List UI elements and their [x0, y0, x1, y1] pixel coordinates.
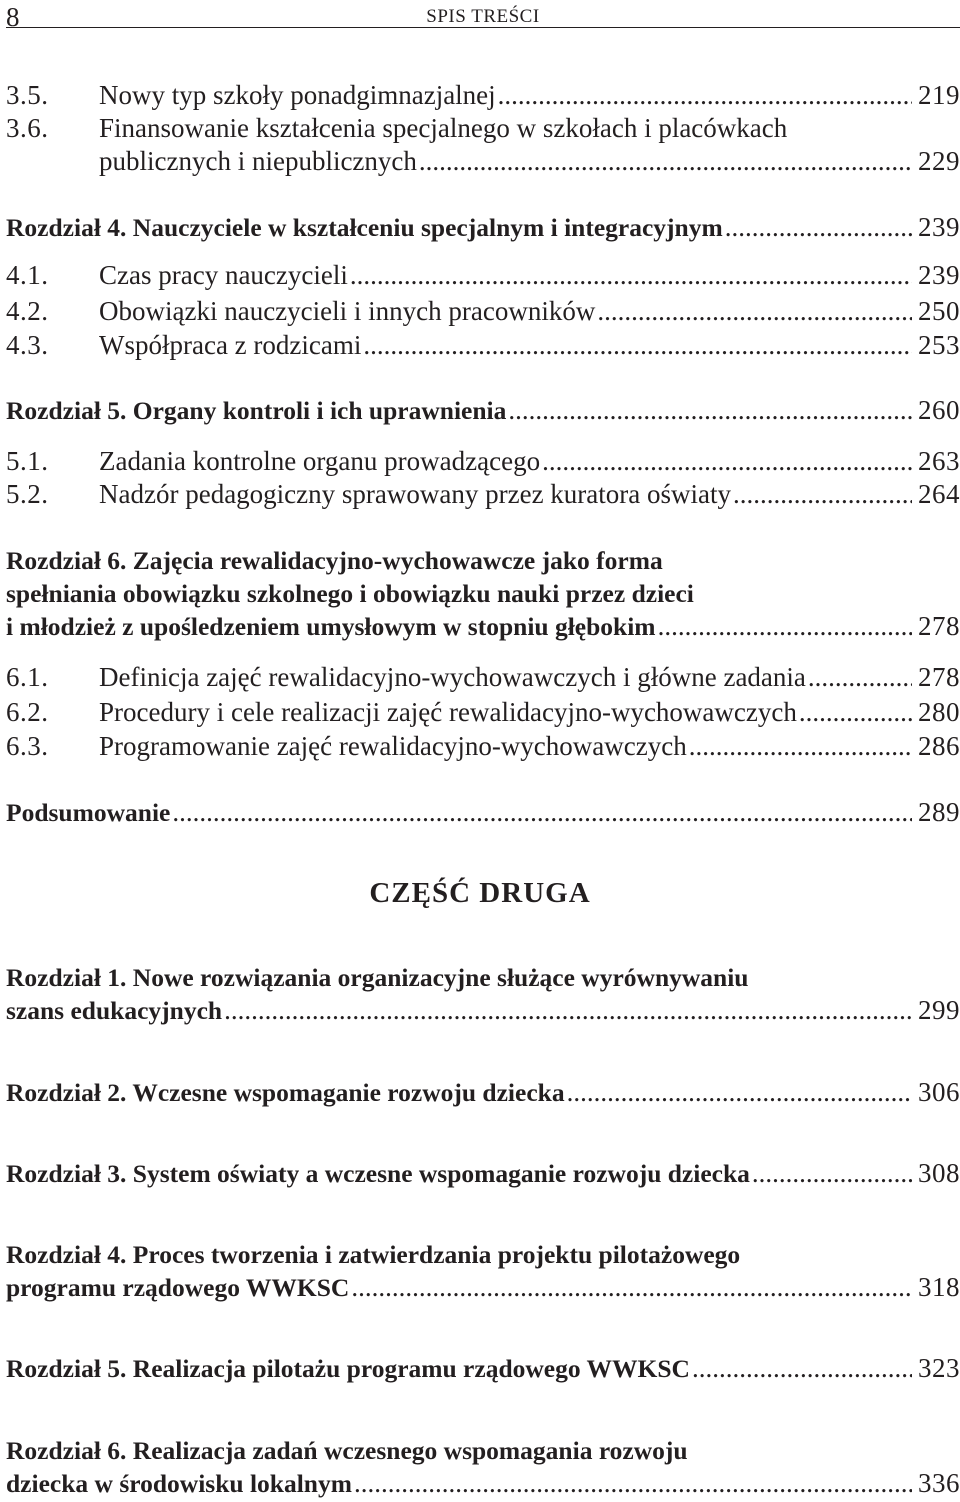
page-ref: 299 — [918, 995, 960, 1025]
entry-line — [6, 1076, 960, 1109]
entry-title: Rozdział 2. Wczesne wspomaganie rozwoju dziecka — [6, 1078, 565, 1107]
section-entry — [6, 329, 960, 362]
section-entry — [6, 478, 960, 511]
dot-leader — [419, 145, 912, 178]
entry-title: programu rządowego WWKSC — [6, 1273, 350, 1302]
entry-line — [6, 730, 960, 763]
section-number: 3.5. — [6, 80, 49, 110]
entry-line — [6, 1238, 960, 1271]
page-ref: 219 — [918, 80, 960, 110]
section-number: 5.1. — [6, 446, 49, 476]
entry-title: Rozdział 5. Realizacja pilotażu programu rządowego WWKSC — [6, 1354, 690, 1383]
running-header — [6, 0, 960, 32]
chapter-entry — [6, 1076, 960, 1109]
page-ref: 239 — [918, 260, 960, 290]
entry-title: szans edukacyjnych — [6, 996, 223, 1025]
page-ref: 318 — [918, 1272, 960, 1302]
entry-title: Rozdział 5. Organy kontroli i ich uprawnienia — [6, 396, 507, 425]
entry-title: Podsumowanie — [6, 798, 171, 827]
entry-line — [6, 796, 960, 829]
entry-title: Rozdział 4. Nauczyciele w kształceniu specjalnym i integracyjnym — [6, 213, 723, 242]
entry-line — [6, 145, 960, 178]
chapter-entry — [6, 211, 960, 244]
dot-leader — [597, 295, 912, 328]
entry-title: Zadania kontrolne organu prowadzącego — [99, 446, 541, 476]
page-ref: 250 — [918, 296, 960, 326]
entry-title: i młodzież z upośledzeniem umysłowym w stopniu głębokim — [6, 612, 656, 641]
entry-line — [6, 295, 960, 328]
entry-line — [6, 961, 960, 994]
entry-line — [6, 394, 960, 427]
entry-title: Programowanie zajęć rewalidacyjno-wychowawczych — [99, 731, 687, 761]
page-ref: 253 — [918, 330, 960, 360]
chapter-entry — [6, 1238, 960, 1304]
dot-leader — [658, 610, 912, 643]
entry-line — [6, 1434, 960, 1467]
entry-line — [6, 994, 960, 1027]
dot-leader — [733, 478, 912, 511]
entry-title: Rozdział 6. Zajęcia rewalidacyjno-wychowawcze jako forma — [6, 546, 663, 575]
section-entry — [6, 259, 960, 292]
part-heading: CZĘŚĆ DRUGA — [369, 877, 591, 909]
running-title: SPIS TREŚCI — [426, 6, 540, 27]
entry-title: Nowy typ szkoły ponadgimnazjalnej — [99, 80, 496, 110]
entry-title: Współpraca z rodzicami — [99, 330, 362, 360]
entry-title: Definicja zajęć rewalidacyjno-wychowawczych i główne zadania — [99, 662, 806, 692]
entry-title: publicznych i niepublicznych — [99, 146, 417, 176]
entry-title: Rozdział 6. Realizacja zadań wczesnego wspomagania rozwoju — [6, 1436, 688, 1465]
dot-leader — [752, 1157, 912, 1190]
dot-leader — [808, 661, 912, 694]
dot-leader — [692, 1352, 912, 1385]
entry-line — [6, 329, 960, 362]
dot-leader — [172, 796, 912, 829]
dot-leader — [363, 329, 912, 362]
page-ref: 289 — [918, 797, 960, 827]
section-entry — [6, 730, 960, 763]
page-ref: 323 — [918, 1353, 960, 1383]
section-number: 4.2. — [6, 296, 49, 326]
page-ref: 239 — [918, 212, 960, 242]
dot-leader — [498, 79, 912, 112]
chapter-entry — [6, 1352, 960, 1385]
section-number: 3.6. — [6, 113, 49, 143]
page-ref: 286 — [918, 731, 960, 761]
entry-line — [6, 1467, 960, 1500]
entry-line — [6, 1271, 960, 1304]
page-ref: 306 — [918, 1077, 960, 1107]
page-ref: 308 — [918, 1158, 960, 1188]
entry-line — [6, 544, 960, 577]
chapter-entry — [6, 796, 960, 829]
dot-leader — [725, 211, 912, 244]
entry-title: Finansowanie kształcenia specjalnego w szkołach i placówkach — [99, 113, 788, 143]
section-number: 5.2. — [6, 479, 49, 509]
entry-line — [6, 661, 960, 694]
section-entry — [6, 295, 960, 328]
dot-leader — [689, 730, 912, 763]
dot-leader — [351, 1271, 912, 1304]
entry-title: dziecka w środowisku lokalnym — [6, 1469, 352, 1498]
dot-leader — [350, 259, 912, 292]
chapter-entry — [6, 961, 960, 1027]
dot-leader — [799, 696, 912, 729]
dot-leader — [567, 1076, 912, 1109]
entry-line — [6, 1157, 960, 1190]
section-entry — [6, 112, 960, 178]
dot-leader — [354, 1467, 912, 1500]
entry-title: Rozdział 4. Proces tworzenia i zatwierdzania projektu pilotażowego — [6, 1240, 741, 1269]
entry-line — [6, 259, 960, 292]
entry-title: Czas pracy nauczycieli — [99, 260, 348, 290]
entry-line — [6, 79, 960, 112]
page-ref: 229 — [918, 146, 960, 176]
entry-line — [6, 445, 960, 478]
section-number: 4.3. — [6, 330, 49, 360]
section-number: 6.2. — [6, 697, 49, 727]
page-ref: 280 — [918, 697, 960, 727]
entry-line — [6, 478, 960, 511]
page-ref: 278 — [918, 662, 960, 692]
section-entry — [6, 445, 960, 478]
section-number: 4.1. — [6, 260, 49, 290]
chapter-entry — [6, 544, 960, 643]
section-number: 6.1. — [6, 662, 49, 692]
entry-title: Rozdział 1. Nowe rozwiązania organizacyjne służące wyrównywaniu — [6, 963, 749, 992]
chapter-entry — [6, 394, 960, 427]
chapter-entry — [6, 1434, 960, 1500]
entry-title: spełniania obowiązku szkolnego i obowiązku nauki przez dzieci — [6, 579, 694, 608]
entry-line — [6, 577, 960, 610]
page-ref: 263 — [918, 446, 960, 476]
page-ref: 264 — [918, 479, 960, 509]
page-ref: 336 — [918, 1468, 960, 1498]
entry-line — [6, 211, 960, 244]
entry-title: Procedury i cele realizacji zajęć rewalidacyjno-wychowawczych — [99, 697, 797, 727]
section-entry — [6, 696, 960, 729]
entry-title: Obowiązki nauczycieli i innych pracowników — [99, 296, 596, 326]
page-number: 8 — [6, 2, 20, 32]
section-entry — [6, 661, 960, 694]
entry-line — [6, 1352, 960, 1385]
entry-line — [6, 696, 960, 729]
entry-line — [6, 610, 960, 643]
page-ref: 278 — [918, 611, 960, 641]
entry-title: Rozdział 3. System oświaty a wczesne wspomaganie rozwoju dziecka — [6, 1159, 750, 1188]
dot-leader — [224, 994, 912, 1027]
page-ref: 260 — [918, 395, 960, 425]
chapter-entry — [6, 1157, 960, 1190]
entry-line — [6, 112, 960, 145]
entry-title: Nadzór pedagogiczny sprawowany przez kuratora oświaty — [99, 479, 731, 509]
section-entry — [6, 79, 960, 112]
dot-leader — [542, 445, 912, 478]
section-number: 6.3. — [6, 731, 49, 761]
dot-leader — [508, 394, 912, 427]
